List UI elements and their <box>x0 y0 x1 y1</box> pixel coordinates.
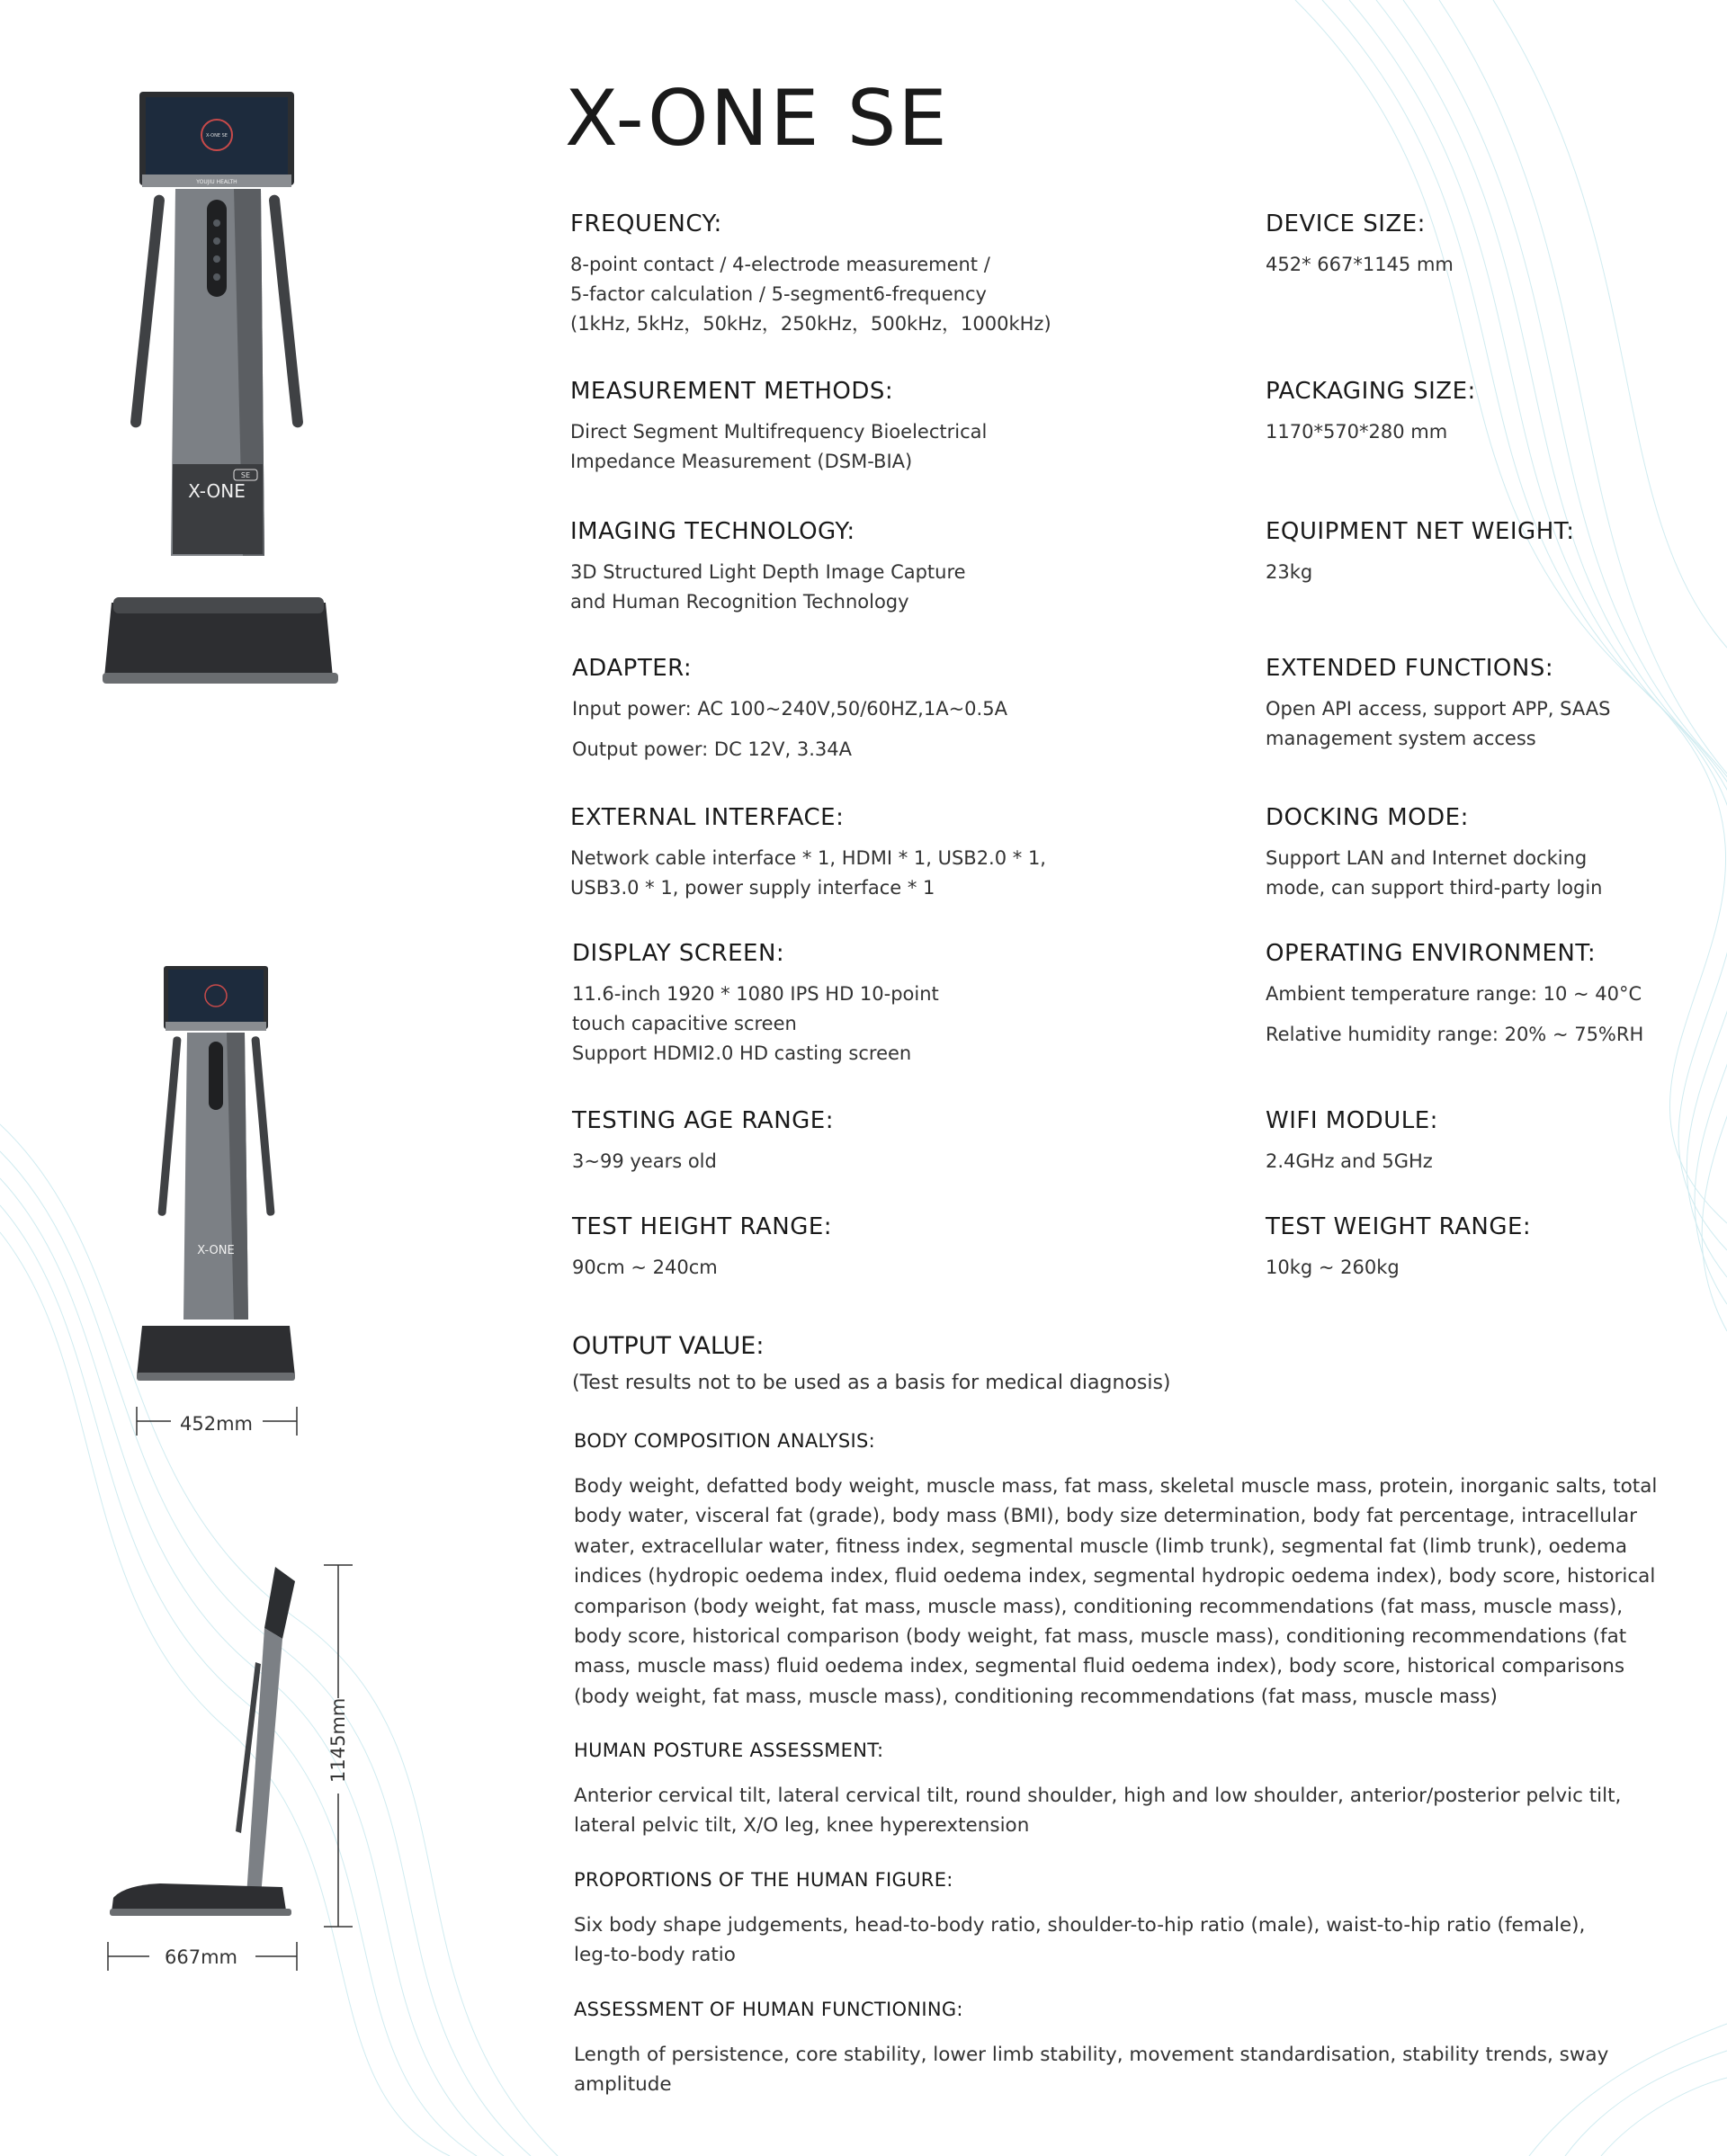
spec-value: USB3.0 * 1, power supply interface * 1 <box>570 877 935 899</box>
spec-extended-functions <box>1266 655 1727 754</box>
section-text: body water, visceral fat (grade), body mass (BMI), body size determination, body fat percentage, intracellular <box>574 1505 1637 1528</box>
section-text: Anterior cervical tilt, lateral cervical tilt, round shoulder, high and low shoulder, anterior/posterior pelvic tilt, <box>574 1785 1622 1807</box>
device-front-image-large <box>99 88 342 691</box>
spec-test-height-range <box>572 1213 1076 1283</box>
spec-value: Input power: AC 100~240V,50/60HZ,1A~0.5A <box>572 698 1007 720</box>
spec-heading: DOCKING MODE: <box>1266 804 1469 831</box>
spec-heading: DISPLAY SCREEN: <box>572 940 785 967</box>
spec-heading: FREQUENCY: <box>570 210 722 237</box>
spec-value: 2.4GHz and 5GHz <box>1266 1150 1433 1172</box>
spec-value: (1kHz, 5kHz，50kHz，250kHz，500kHz，1000kHz) <box>570 313 1051 335</box>
sensor-dot <box>213 237 220 245</box>
spec-packaging-size <box>1266 378 1727 447</box>
section-heading: HUMAN POSTURE ASSESSMENT: <box>574 1740 884 1761</box>
spec-test-weight-range <box>1266 1213 1727 1283</box>
human-posture-assessment <box>574 1740 1635 1841</box>
section-text: lateral pelvic tilt, X/O leg, knee hyperextension <box>574 1814 1030 1838</box>
sensor-dot <box>213 219 220 227</box>
spec-value: Direct Segment Multifrequency Bioelectrical <box>570 421 988 443</box>
device-side-screen <box>264 1567 295 1639</box>
spec-value: Support LAN and Internet docking <box>1266 847 1588 869</box>
section-text: Body weight, defatted body weight, muscle mass, fat mass, skeletal muscle mass, protein, inorganic salts, total <box>574 1475 1658 1498</box>
sensor-dot <box>213 255 220 263</box>
spec-display-screen <box>572 940 1076 1069</box>
proportions-of-human-figure <box>574 1869 1635 1971</box>
spec-equipment-net-weight <box>1266 518 1727 587</box>
spec-adapter <box>572 655 1076 765</box>
section-text: mass, muscle mass) fluid oedema index, segmental fluid oedema index), body score, historical comparisons <box>574 1655 1625 1678</box>
spec-value: 3~99 years old <box>572 1150 717 1172</box>
section-text: body score, historical comparison (body weight, fat mass, muscle mass), conditioning recommendations (fat <box>574 1625 1627 1649</box>
device-base <box>137 1326 295 1376</box>
right-hand-grip <box>268 194 303 428</box>
device-screen <box>168 970 264 1022</box>
device-head-band <box>166 1022 266 1031</box>
spec-value: management system access <box>1266 728 1536 749</box>
spec-value: 5-factor calculation / 5-segment6-frequency <box>570 283 987 305</box>
spec-docking-mode <box>1266 804 1727 903</box>
spec-heading: MEASUREMENT METHODS: <box>570 378 894 405</box>
height-dimension-label: 1145mm <box>327 1697 349 1783</box>
spec-measurement-methods <box>570 378 1074 477</box>
output-value-heading: OUTPUT VALUE: <box>572 1332 765 1360</box>
spec-value: 10kg ~ 260kg <box>1266 1257 1400 1278</box>
output-value-note: (Test results not to be used as a basis for medical diagnosis) <box>572 1372 1171 1394</box>
device-front-image-small <box>135 964 297 1387</box>
spec-value: 3D Structured Light Depth Image Capture <box>570 561 966 583</box>
spec-heading: DEVICE SIZE: <box>1266 210 1426 237</box>
spec-heading: EQUIPMENT NET WEIGHT: <box>1266 518 1575 545</box>
spec-value: 23kg <box>1266 561 1313 583</box>
spec-value: Support HDMI2.0 HD casting screen <box>572 1042 912 1064</box>
spec-value: 1170*570*280 mm <box>1266 421 1448 443</box>
device-base-bottom <box>103 673 338 684</box>
body-composition-analysis <box>574 1430 1658 1712</box>
device-base-top <box>113 597 324 613</box>
spec-value: 11.6-inch 1920 * 1080 IPS HD 10-point <box>572 983 939 1005</box>
section-text: amplitude <box>574 2073 672 2097</box>
spec-heading: TEST WEIGHT RANGE: <box>1266 1213 1532 1240</box>
spec-value: Output power: DC 12V, 3.34A <box>572 738 852 760</box>
section-text: leg-to-body ratio <box>574 1944 736 1967</box>
device-base-bottom <box>137 1373 295 1381</box>
screen-text: X-ONE SE <box>206 133 228 139</box>
spec-heading: OPERATING ENVIRONMENT: <box>1266 940 1597 967</box>
depth-dimension-label: 667mm <box>165 1946 237 1968</box>
spec-value: Relative humidity range: 20% ~ 75%RH <box>1266 1024 1644 1045</box>
spec-value: 452* 667*1145 mm <box>1266 254 1454 275</box>
section-text: Six body shape judgements, head-to-body ratio, shoulder-to-hip ratio (male), waist-to-hip ratio (female), <box>574 1914 1586 1937</box>
device-logo: X-ONE <box>188 480 246 502</box>
assessment-of-human-functioning <box>574 1999 1635 2100</box>
spec-value: mode, can support third-party login <box>1266 877 1603 899</box>
spec-heading: PACKAGING SIZE: <box>1266 378 1476 405</box>
section-text: comparison (body weight, fat mass, muscle mass), conditioning recommendations (fat mass, muscle mass), <box>574 1595 1624 1618</box>
spec-heading: WIFI MODULE: <box>1266 1107 1438 1134</box>
spec-wifi-module <box>1266 1107 1727 1176</box>
device-base <box>104 603 333 677</box>
spec-heading: TEST HEIGHT RANGE: <box>572 1213 833 1240</box>
device-side-image <box>106 1563 304 1932</box>
spec-heading: EXTERNAL INTERFACE: <box>570 804 845 831</box>
device-badge-text: SE <box>240 471 251 479</box>
sensor-dot <box>213 273 220 281</box>
spec-testing-age-range <box>572 1107 1076 1176</box>
spec-value: 90cm ~ 240cm <box>572 1257 718 1278</box>
spec-heading: EXTENDED FUNCTIONS: <box>1266 655 1554 682</box>
section-text: (body weight, fat mass, muscle mass), conditioning recommendations (fat mass, muscle mass) <box>574 1685 1498 1708</box>
spec-value: and Human Recognition Technology <box>570 591 909 613</box>
section-heading: BODY COMPOSITION ANALYSIS: <box>574 1430 875 1452</box>
left-hand-grip <box>130 194 165 428</box>
spec-heading: IMAGING TECHNOLOGY: <box>570 518 855 545</box>
device-side-base <box>112 1883 286 1912</box>
spec-frequency <box>570 210 1074 339</box>
spec-imaging-technology <box>570 518 1074 617</box>
right-hand-grip <box>251 1036 274 1216</box>
spec-value: Network cable interface * 1, HDMI * 1, USB2.0 * 1, <box>570 847 1046 869</box>
spec-external-interface <box>570 804 1074 903</box>
device-brand-label: YOUJIU HEALTH <box>196 179 237 185</box>
section-heading: PROPORTIONS OF THE HUMAN FIGURE: <box>574 1869 953 1891</box>
section-heading: ASSESSMENT OF HUMAN FUNCTIONING: <box>574 1999 963 2020</box>
section-text: indices (hydropic oedema index, fluid oedema index, segmental hydropic oedema index), body score, historical <box>574 1565 1656 1588</box>
left-hand-grip <box>157 1036 181 1216</box>
spec-value: Impedance Measurement (DSM-BIA) <box>570 451 913 472</box>
spec-value: Open API access, support APP, SAAS <box>1266 698 1611 720</box>
device-sensor-strip <box>209 1042 223 1110</box>
device-sensor-strip <box>207 200 227 297</box>
device-logo: X-ONE <box>197 1244 235 1257</box>
spec-heading: ADAPTER: <box>572 655 693 682</box>
device-base-bottom <box>110 1909 291 1916</box>
section-text: Length of persistence, core stability, lower limb stability, movement standardisation, stability trends, sway <box>574 2044 1609 2066</box>
spec-heading: TESTING AGE RANGE: <box>572 1107 834 1134</box>
spec-device-size <box>1266 210 1727 280</box>
device-side-column <box>246 1628 282 1896</box>
spec-value: 8-point contact / 4-electrode measurement / <box>570 254 990 275</box>
spec-value: touch capacitive screen <box>572 1013 797 1034</box>
page-title: X-ONE SE <box>565 74 949 164</box>
spec-value: Ambient temperature range: 10 ~ 40°C <box>1266 983 1642 1005</box>
section-text: water, extracellular water, fitness index, segmental muscle (limb trunk), segmental fat (limb trunk), oedema <box>574 1534 1628 1558</box>
width-dimension-label: 452mm <box>180 1413 253 1435</box>
spec-operating-environment <box>1266 940 1727 1050</box>
